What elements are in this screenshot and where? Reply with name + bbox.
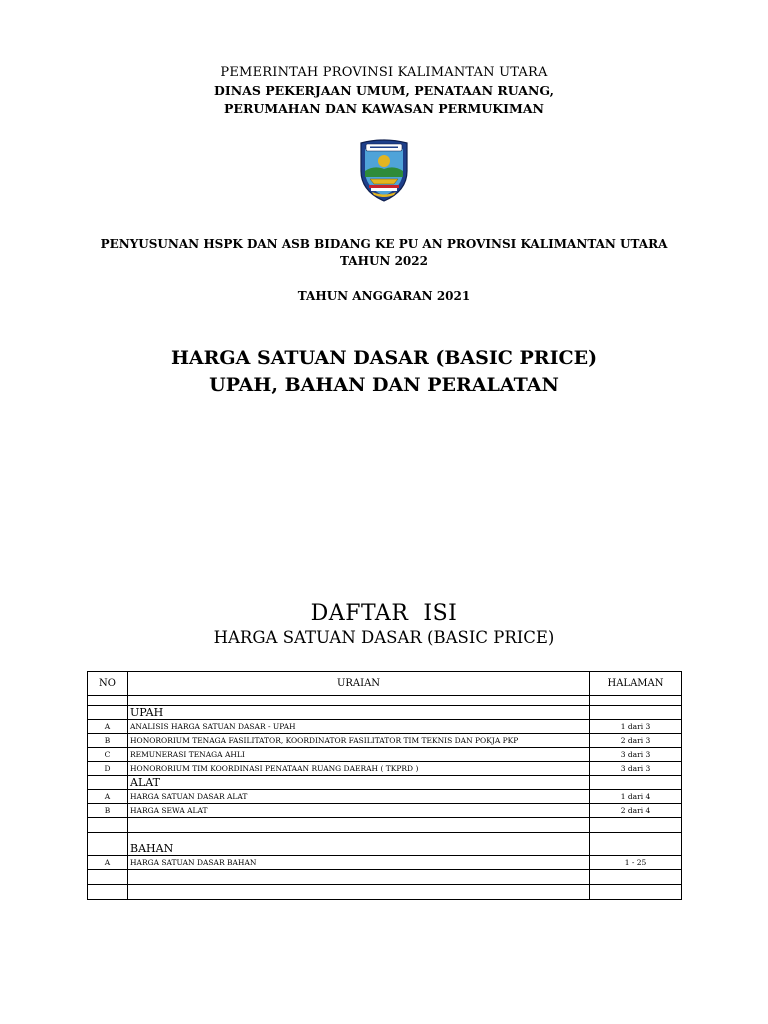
row-no: B [88,804,128,818]
row-uraian: HARGA SATUAN DASAR BAHAN [128,856,590,870]
column-header-uraian: URAIAN [128,672,590,696]
toc-title: DAFTAR ISI [310,601,458,626]
government-name: PEMERINTAH PROVINSI KALIMANTAN UTARA [220,65,548,80]
section-heading-bahan: BAHAN [128,833,590,856]
table-spacer-row [88,870,682,885]
table-row [88,804,682,818]
row-halaman: 1 dari 3 [590,720,682,734]
project-name: PENYUSUNAN HSPK DAN ASB BIDANG KE PU AN PROVINSI KALIMANTAN UTARA [100,237,668,251]
row-uraian: ANALISIS HARGA SATUAN DASAR - UPAH [128,720,590,734]
department-name-line-1: DINAS PEKERJAAN UMUM, PENATAAN RUANG, [214,83,554,98]
row-halaman: 3 dari 3 [590,748,682,762]
table-spacer-row [88,885,682,900]
row-halaman: 3 dari 3 [590,762,682,776]
table-spacer-row [88,818,682,833]
budget-year: TAHUN ANGGARAN 2021 [297,289,471,303]
row-uraian: HARGA SEWA ALAT [128,804,590,818]
project-year: TAHUN 2022 [340,254,428,268]
section-row-bahan [88,833,682,856]
table-spacer-row [88,696,682,706]
table-row [88,748,682,762]
row-uraian: HONORORIUM TIM KOORDINASI PENATAAN RUANG DAERAH ( TKPRD ) [128,762,590,776]
table-row [88,720,682,734]
document-title-line-1: HARGA SATUAN DASAR (BASIC PRICE) [170,347,598,369]
column-header-halaman: HALAMAN [590,672,682,696]
row-halaman: 2 dari 3 [590,734,682,748]
row-no: A [88,720,128,734]
row-no: C [88,748,128,762]
section-row-upah [88,706,682,720]
row-no: B [88,734,128,748]
section-heading-upah: UPAH [128,706,590,720]
project-description [0,236,768,270]
provincial-emblem-icon [358,137,410,203]
table-header-row [88,672,682,696]
row-no: A [88,790,128,804]
document-header [0,64,768,118]
row-halaman: 1 dari 4 [590,790,682,804]
document-title [0,345,768,399]
table-of-contents [87,671,682,900]
row-halaman: 2 dari 4 [590,804,682,818]
column-header-no: NO [88,672,128,696]
table-row [88,790,682,804]
row-no: A [88,856,128,870]
table-row [88,734,682,748]
row-uraian: HONORORIUM TENAGA FASILITATOR, KOORDINATOR FASILITATOR TIM TEKNIS DAN POKJA PKP [128,734,590,748]
row-no: D [88,762,128,776]
section-heading-alat: ALAT [128,776,590,790]
department-name-line-2: PERUMAHAN DAN KAWASAN PERMUKIMAN [224,101,544,116]
section-row-alat [88,776,682,790]
row-uraian: HARGA SATUAN DASAR ALAT [128,790,590,804]
table-row [88,762,682,776]
row-uraian: REMUNERASI TENAGA AHLI [128,748,590,762]
document-title-line-2: UPAH, BAHAN DAN PERALATAN [209,374,559,396]
table-row [88,856,682,870]
toc-subtitle: HARGA SATUAN DASAR (BASIC PRICE) [213,628,555,647]
row-halaman: 1 - 25 [590,856,682,870]
